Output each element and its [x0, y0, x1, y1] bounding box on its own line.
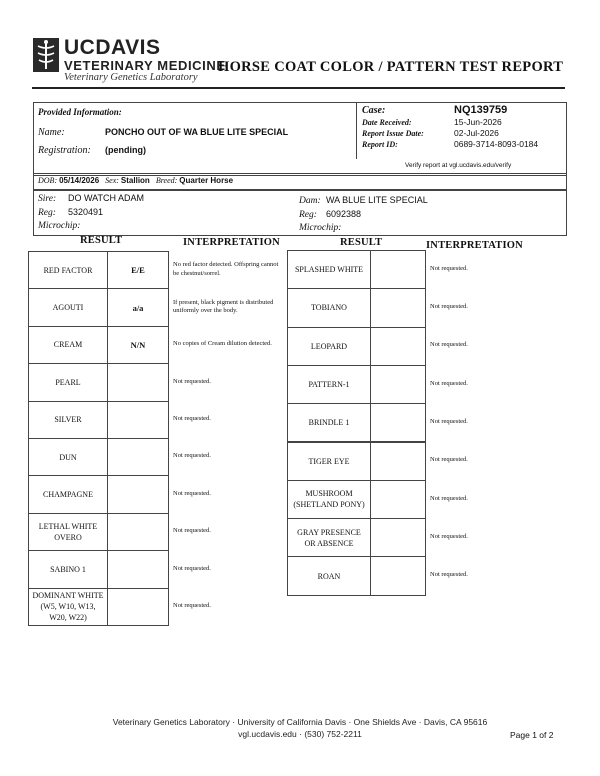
test-name: CHAMPAGNE: [28, 475, 108, 513]
test-interpretation: No red factor detected. Offspring cannot be chestnut/sorrel.: [173, 261, 279, 277]
test-result: [107, 588, 169, 626]
test-result: [107, 475, 169, 513]
page-number: Page 1 of 2: [510, 730, 554, 740]
horse-name: PONCHO OUT OF WA BLUE LITE SPECIAL: [105, 127, 289, 137]
test-result: [370, 556, 426, 595]
test-interpretation: Not requested.: [173, 452, 211, 460]
report-id: 0689-3714-8093-0184: [454, 139, 539, 149]
test-result: [370, 480, 426, 519]
dam-microchip-label: Microchip:: [299, 223, 342, 233]
test-name: MUSHROOM (SHETLAND PONY): [287, 480, 371, 519]
test-interpretation: Not requested.: [173, 415, 211, 423]
test-name: DOMINANT WHITE (W5, W10, W13, W20, W22): [28, 588, 108, 626]
sire-label: Sire:: [38, 194, 57, 204]
provided-heading: Provided Information:: [38, 107, 122, 117]
test-result: [370, 250, 426, 289]
sire-reg: 5320491: [68, 207, 104, 217]
brand-veterinary-medicine: VETERINARY MEDICINE: [64, 58, 226, 73]
issue-label: Report Issue Date:: [362, 129, 424, 138]
right-result-header: RESULT: [340, 237, 383, 248]
test-interpretation: Not requested.: [430, 571, 468, 579]
ucdavis-caduceus-icon: [33, 38, 59, 72]
case-number: NQ139759: [454, 104, 508, 116]
name-label: Name:: [38, 127, 65, 138]
test-result: [107, 513, 169, 551]
dam-label: Dam:: [299, 196, 321, 206]
sire-reg-label: Reg:: [38, 208, 56, 218]
test-result: [107, 438, 169, 476]
test-result: [370, 518, 426, 557]
test-name: DUN: [28, 438, 108, 476]
test-interpretation: Not requested.: [173, 377, 211, 385]
test-name: ROAN: [287, 556, 371, 595]
test-result: [107, 401, 169, 439]
test-result: [370, 288, 426, 327]
registration-label: Registration:: [38, 145, 91, 156]
footer-address: Veterinary Genetics Laboratory · University of California Davis · One Shields Ave · Davis, CA 95616: [112, 717, 488, 727]
test-name: LEOPARD: [287, 327, 371, 366]
test-interpretation: Not requested.: [430, 456, 468, 464]
test-interpretation: Not requested.: [173, 564, 211, 572]
test-interpretation: Not requested.: [430, 341, 468, 349]
footer-contact: vgl.ucdavis.edu · (530) 752-2211: [238, 729, 362, 739]
breed-label: Breed:: [155, 176, 178, 185]
test-name: PEARL: [28, 363, 108, 401]
test-result: [370, 403, 426, 442]
header-rule: [32, 87, 565, 89]
test-result: [370, 365, 426, 404]
test-name: GRAY PRESENCE OR ABSENCE: [287, 518, 371, 557]
test-name: SABINO 1: [28, 550, 108, 588]
animal-line: [38, 176, 233, 185]
test-name: PATTERN-1: [287, 365, 371, 404]
case-label: Case:: [362, 105, 386, 116]
brand-vgl: Veterinary Genetics Laboratory: [64, 72, 198, 83]
dam-name: WA BLUE LITE SPECIAL: [326, 195, 428, 205]
test-result: [370, 327, 426, 366]
test-name: TIGER EYE: [287, 442, 371, 481]
test-name: SILVER: [28, 401, 108, 439]
sex-label: Sex:: [105, 176, 119, 185]
report-title: HORSE COAT COLOR / PATTERN TEST REPORT: [218, 59, 564, 75]
test-interpretation: If present, black pigment is distributed uniformly over the body.: [173, 298, 274, 315]
sire-microchip-label: Microchip:: [38, 221, 81, 231]
sire-name: DO WATCH ADAM: [68, 193, 144, 203]
test-name: LETHAL WHITE OVERO: [28, 513, 108, 551]
test-result: [107, 550, 169, 588]
test-interpretation: Not requested.: [173, 602, 211, 610]
received-date: 15-Jun-2026: [454, 117, 502, 127]
sex-value: Stallion: [120, 176, 150, 185]
test-interpretation: Not requested.: [430, 418, 468, 426]
dob-label: DOB:: [38, 176, 58, 185]
test-name: BRINDLE 1: [287, 403, 371, 442]
registration-value: (pending): [105, 145, 146, 155]
left-interp-header: INTERPRETATION: [183, 237, 280, 248]
right-interp-header: INTERPRETATION: [426, 240, 523, 251]
test-result: a/a: [107, 288, 169, 326]
test-name: AGOUTI: [28, 288, 108, 326]
verify-link[interactable]: Verify report at vgl.ucdavis.edu/verify: [405, 162, 512, 169]
test-interpretation: Not requested.: [430, 494, 468, 502]
test-interpretation: No copies of Cream dilution detected.: [173, 340, 272, 348]
left-result-header: RESULT: [80, 235, 123, 246]
test-interpretation: Not requested.: [430, 303, 468, 311]
test-name: RED FACTOR: [28, 251, 108, 289]
test-name: TOBIANO: [287, 288, 371, 327]
dob-value: 05/14/2026: [59, 176, 100, 185]
received-label: Date Received:: [362, 118, 412, 127]
test-name: SPLASHED WHITE: [287, 250, 371, 289]
dam-reg: 6092388: [326, 209, 362, 219]
report-id-label: Report ID:: [362, 140, 398, 149]
test-interpretation: Not requested.: [430, 379, 468, 387]
breed-value: Quarter Horse: [179, 176, 234, 185]
test-interpretation: Not requested.: [173, 527, 211, 535]
test-result: [370, 442, 426, 481]
test-interpretation: Not requested.: [173, 489, 211, 497]
info-divider: [356, 102, 357, 159]
test-interpretation: Not requested.: [430, 264, 468, 272]
brand-ucdavis: UCDAVIS: [64, 36, 161, 59]
test-result: [107, 363, 169, 401]
test-result: E/E: [107, 251, 169, 289]
test-name: CREAM: [28, 326, 108, 364]
test-result: N/N: [107, 326, 169, 364]
test-interpretation: Not requested.: [430, 532, 468, 540]
dam-reg-label: Reg:: [299, 210, 317, 220]
issue-date: 02-Jul-2026: [454, 128, 499, 138]
